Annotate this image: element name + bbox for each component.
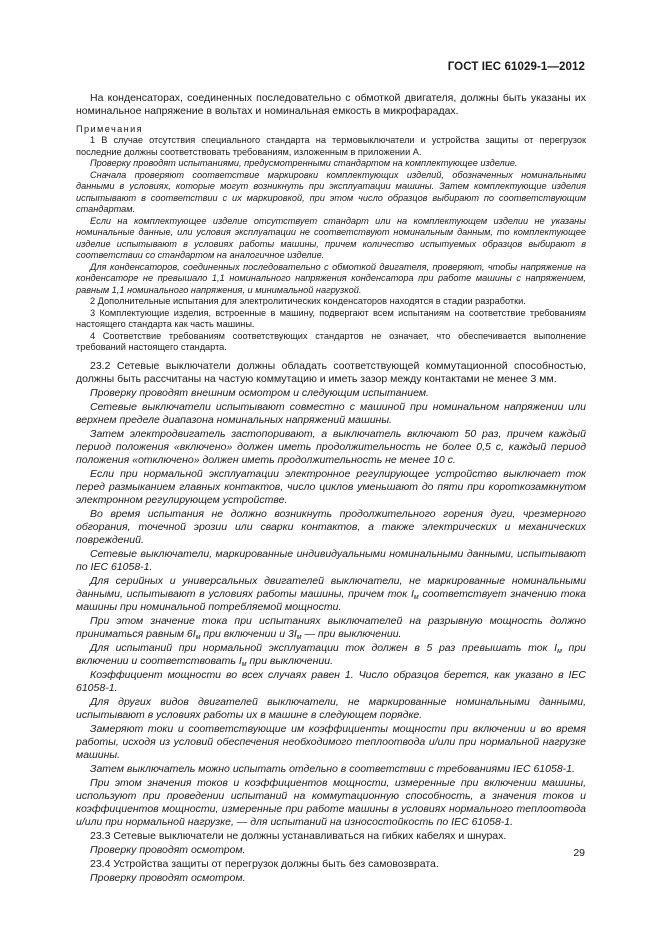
body-paragraph: Затем электродвигатель застопоривают, а выключатель включают 50 раз, причем каждый период положения «включено» должен иметь продолжительность не более 0,5 с, каждый период положения «отключено» должен иметь продолжительность не менее 10 с. <box>76 427 586 466</box>
body-paragraph: Проверку проводят внешним осмотром и следующим испытанием. <box>90 386 429 399</box>
notes-title: Примечания <box>76 124 144 134</box>
body-paragraph: Затем выключатель можно испытать отдельно в соответствии с требованиями IEC 61058-1. <box>90 762 575 775</box>
clause-23-3: 23.3 Сетевые выключатели не должны устанавливаться на гибких кабелях и шнурах. <box>90 829 507 842</box>
note-item: 2 Дополнительные испытания для электролитических конденсаторов находятся в стадии разработки. <box>90 296 526 306</box>
body-paragraph: При этом значения токов и коэффициентов мощности, измеренные при включении машины, используют при проведении испытаний на коммутационную способность, а значения токов и коэффициентов мощности, измеренные при работе машины в условиях нормального теплоотвода и/или при нормальной нагрузке, — для испытаний на износостойкость по IEC 61058-1. <box>76 776 586 828</box>
body-paragraph: Во время испытания не должно возникнуть продолжительного горения дуги, чрезмерного обгорания, точечной эрозии или сварки контактов, а также электрических и механических повреждений. <box>76 507 586 546</box>
body-paragraph: Для испытаний при нормальной эксплуатации ток должен в 5 раз превышать ток $I_м$ при включении и соответствовать $I_м$ при выключении. <box>76 641 587 668</box>
body-paragraph: Проверку проводят осмотром. <box>90 871 246 884</box>
note-item: 1 В случае отсутствия специального стандарта на термовыключатели и устройства защиты от перегрузок последние должны соответствовать требованиям, изложенным в приложении А. <box>76 135 586 157</box>
body-paragraph: Проверку проводят осмотром. <box>90 843 246 856</box>
body-paragraph: Для серийных и универсальных двигателей выключатели, не маркированные номинальными данными, испытывают в условиях работы машины, причем ток $I_м$ соответствует значению тока машины при номинальной потребляемой мощности. <box>76 574 586 613</box>
clause-23-2: 23.2 Сетевые выключатели должны обладать соответствующей коммутационной способностью, должны быть рассчитаны на частую коммутацию и иметь зазор между контактами не менее 3 мм. <box>76 359 586 385</box>
body-paragraph: Замеряют токи и соответствующие им коэффициенты мощности при включении и во время работы, исходя из условий обеспечения необходимого теплоотвода и/или при нормальной нагрузке машины. <box>76 722 586 761</box>
note-item: 4 Соответствие требованиям соответствующих стандартов не означает, что обеспечивается выполнение требований настоящего стандарта. <box>76 330 586 352</box>
note-item: 3 Комплектующие изделия, встроенные в машину, подвергают всем испытаниям на соответствие требованиям настоящего стандарта как часть машины. <box>76 307 586 329</box>
body-paragraph: Сетевые выключатели испытывают совместно с машиной при номинальном напряжении или верхнем пределе диапазона номинальных напряжений машины. <box>76 400 586 426</box>
intro-paragraph: На конденсаторах, соединенных последовательно с обмоткой двигателя, должны быть указаны их номинальное напряжение в вольтах и номинальная емкость в микрофарадах. <box>76 92 586 117</box>
body-paragraph: Для других видов двигателей выключатели, не маркированные номинальными данными, испытывают в условиях работы их в машине в следующем порядке. <box>76 695 586 721</box>
note-item: Если на комплектующее изделие отсутствует стандарт или на комплектующем изделии не указаны номинальные данные, или условия эксплуатации не соответствуют номинальным данным, то комплектующее изделие испытывают в условиях работы машины, причем количество испытуемых образцов выбирают в соответствии со стандартом на аналогичное изделие. <box>76 215 586 260</box>
note-item: Сначала проверяют соответствие маркировки комплектующих изделий, обозначенных номинальными данными в условиях, которые могут возникнуть при эксплуатации машины. Затем комплектующие изделия испытывают в соответствии с их маркировкой, при этом число образцов выбирают по соответствующим стандартам. <box>76 169 586 214</box>
body-paragraph: Если при нормальной эксплуатации электронное регулирующее устройство выключает ток перед размыканием главных контактов, число циклов уменьшают до пяти при короткозамкнутом электронном регулирующем устройстве. <box>76 467 586 506</box>
page-content <box>76 92 586 886</box>
body-paragraph: Коэффициент мощности во всех случаях равен 1. Число образцов берется, как указано в IEC 61058-1. <box>76 668 586 694</box>
standard-header: ГОСТ IEC 61029-1—2012 <box>447 61 585 73</box>
page-number: 29 <box>573 847 585 859</box>
notes-list <box>76 135 586 354</box>
body-paragraph: При этом значение тока при испытаниях выключателей на разрывную мощность должно приниматься равным $6I_м$ при включении и $3I_м$ — при выключении. <box>76 614 586 641</box>
clause-23-4: 23.4 Устройства защиты от перегрузок должны быть без самовозврата. <box>90 857 439 870</box>
note-item: Проверку проводят испытаниями, предусмотренными стандартом на комплектующее изделие. <box>90 158 518 168</box>
note-item: Для конденсаторов, соединенных последовательно с обмоткой двигателя, проверяют, чтобы напряжение на конденсаторе не превышало 1,1 номинального напряжения конденсатора при работе машины с напряжением, равным 1,1 номинального напряжения, и минимальной нагрузкой. <box>76 261 586 295</box>
body-paragraph: Сетевые выключатели, маркированные индивидуальными номинальными данными, испытывают по IEC 61058-1. <box>76 547 586 573</box>
